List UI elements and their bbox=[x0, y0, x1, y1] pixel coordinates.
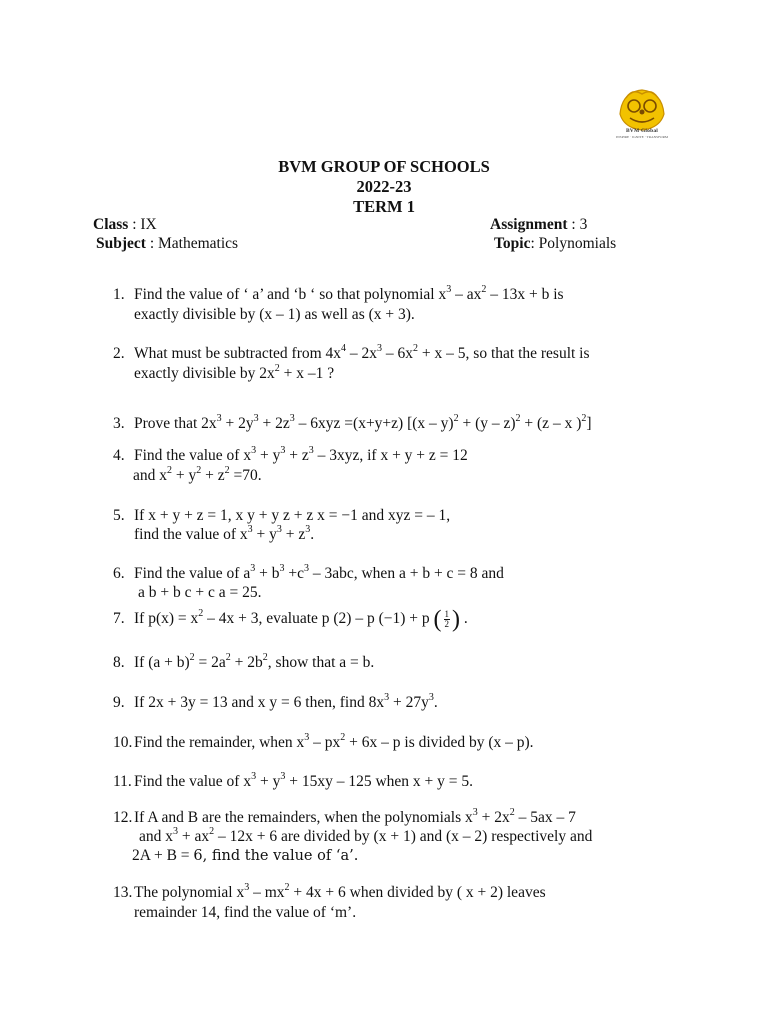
class-value: : IX bbox=[132, 216, 157, 233]
question-text: remainder 14, find the value of ‘m’. bbox=[134, 904, 357, 921]
subject-line bbox=[96, 235, 238, 253]
question-text: Find the value of $a^3 + b^3 +c^3 - 3abc$, when a + b + c = 8 and bbox=[134, 562, 504, 582]
question-text: exactly divisible by $2x^2 + x$ –1 ? bbox=[134, 362, 335, 382]
class-label: Class bbox=[93, 216, 129, 233]
question-text: If A and B are the remainders, when the polynomials $x^3 + 2x^2 - 5ax - 7$ bbox=[134, 806, 576, 826]
question-text: What must be subtracted from $4x^4 - 2x^3 - 6x^2 + x - 5$, so that the result is bbox=[134, 342, 590, 362]
question-number: 2. bbox=[113, 345, 125, 362]
question-text: a b + b c + c a = 25. bbox=[138, 584, 262, 601]
question-number: 12. bbox=[113, 809, 133, 826]
question-number: 5. bbox=[113, 507, 125, 524]
question-text: If $p(x) = x^2 - 4x + 3$, evaluate p (2) – p (−1) + p ( $\frac{1}{2}$ ) . bbox=[134, 606, 468, 633]
question-number: 4. bbox=[113, 447, 125, 464]
question-text: If x + y + z = 1, x y + y z + z x = −1 and xyz = – 1, bbox=[134, 507, 451, 524]
question-text: and $x^2 + y^2 + z^2 =70$. bbox=[133, 464, 262, 484]
question-text: The polynomial $x^3 - mx^2 + 4x + 6$ when divided by ( x + 2) leaves bbox=[134, 881, 546, 901]
class-line bbox=[93, 216, 157, 234]
question-number: 3. bbox=[113, 415, 125, 432]
fraction: $\frac{1}{2}$ bbox=[444, 608, 450, 629]
subject-value: : Mathematics bbox=[145, 235, 239, 252]
topic-value: : Polynomials bbox=[530, 235, 617, 252]
logo-name: BVM Global bbox=[625, 128, 659, 134]
question-text: Find the value of ‘ a’ and ‘b ‘ so that polynomial $x^3 - ax^2 - 13x + b$ is bbox=[134, 283, 564, 303]
question-text: and $x^3 + ax^2 - 12x + 6$ are divided by (x + 1) and (x – 2) respectively and bbox=[139, 825, 593, 845]
assignment-label: Assignment bbox=[490, 216, 568, 233]
question-text: find the value of $x^3 + y^3 + z^3$. bbox=[134, 523, 315, 543]
question-text: If 2x + 3y = 13 and x y = 6 then, find $8x^3 + 27y^3$. bbox=[134, 691, 438, 711]
question-text: Find the remainder, when $x^3 - px^2 + 6x - p$ is divided by (x – p). bbox=[134, 731, 534, 751]
school-title: BVM GROUP OF SCHOOLS bbox=[278, 157, 490, 176]
question-number: 1. bbox=[113, 286, 125, 303]
question-text: Prove that $2x^3 + 2y^3 + 2z^3 - 6xyz =(x+y+z)$ [(x – y)$^2$ + (y – z)$^2$ + (z – x )$^2$] bbox=[134, 412, 592, 432]
question-text: 2A + B = 6, find the value of ‘a’. bbox=[132, 847, 359, 864]
topic-label: Topic bbox=[494, 235, 531, 252]
question-number: 7. bbox=[113, 610, 125, 627]
question-number: 13. bbox=[113, 884, 133, 901]
subject-label: Subject bbox=[96, 235, 146, 252]
topic-line bbox=[494, 235, 616, 253]
question-text: exactly divisible by (x – 1) as well as (x + 3). bbox=[134, 306, 415, 323]
academic-year: 2022-23 bbox=[356, 177, 412, 196]
assignment-line bbox=[490, 216, 587, 234]
question-text: If $(a + b)^2 = 2a^2 + 2b^2$, show that a = b. bbox=[134, 651, 375, 671]
question-text: Find the value of $x^3 + y^3 + z^3 - 3xyz$, if x + y + z = 12 bbox=[134, 444, 468, 464]
question-number: 8. bbox=[113, 654, 125, 671]
question-number: 11. bbox=[113, 773, 132, 790]
term-title: TERM 1 bbox=[353, 197, 415, 216]
question-number: 9. bbox=[113, 694, 125, 711]
question-text: Find the value of $x^3 + y^3 + 15xy - 125$ when x + y = 5. bbox=[134, 770, 474, 790]
assignment-value: : 3 bbox=[567, 216, 588, 233]
question-number: 10. bbox=[113, 734, 133, 751]
logo-tagline: INSPIRE · IGNITE · TRANSFORM bbox=[615, 135, 669, 139]
question-number: 6. bbox=[113, 565, 125, 582]
